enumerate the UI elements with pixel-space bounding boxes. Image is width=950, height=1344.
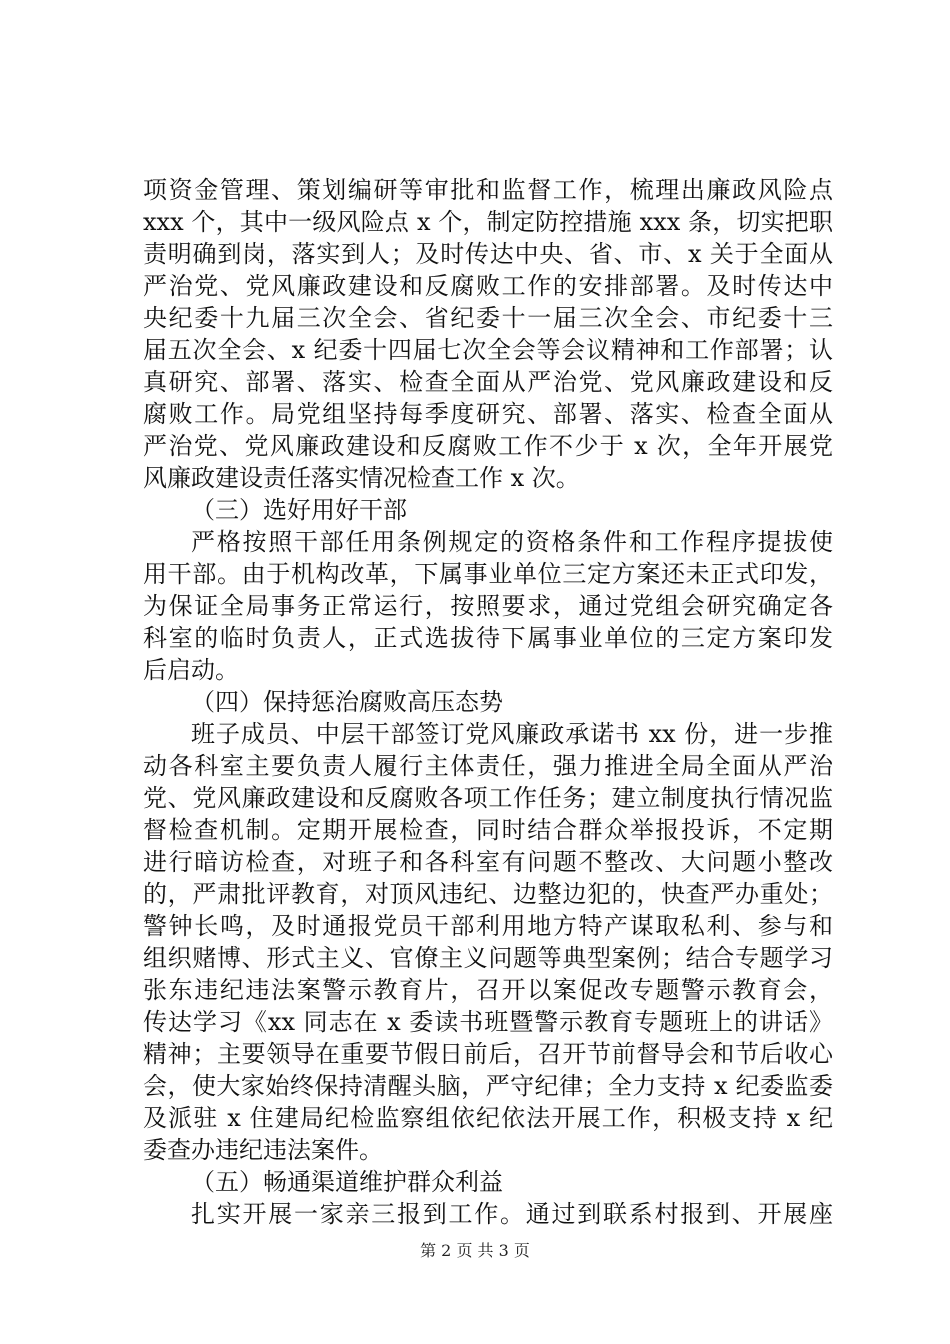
body-line: 严治党、党风廉政建设和反腐败工作不少于 x 次，全年开展党 [143,432,833,460]
section-heading: （四）保持惩治腐败高压态势 [191,688,503,716]
body-line: 真研究、部署、落实、检查全面从严治党、党风廉政建设和反 [143,368,833,396]
body-line: 扎实开展一家亲三报到工作。通过到联系村报到、开展座 [191,1200,833,1228]
body-line: 科室的临时负责人，正式选拔待下属事业单位的三定方案印发 [143,624,833,652]
body-line: 严格按照干部任用条例规定的资格条件和工作程序提拔使 [191,528,833,556]
body-line: 进行暗访检查，对班子和各科室有问题不整改、大问题小整改 [143,848,833,876]
body-line: 班子成员、中层干部签订党风廉政承诺书 xx 份，进一步推 [191,720,833,748]
body-line: 精神；主要领导在重要节假日前后，召开节前督导会和节后收心 [143,1040,833,1068]
body-line: 组织赌博、形式主义、官僚主义问题等典型案例；结合专题学习 [143,944,833,972]
body-line: 腐败工作。局党组坚持每季度研究、部署、落实、检查全面从 [143,400,833,428]
body-line: 及派驻 x 住建局纪检监察组依纪依法开展工作，积极支持 x 纪 [143,1104,833,1132]
body-line: 党、党风廉政建设和反腐败各项工作任务；建立制度执行情况监 [143,784,833,812]
body-line: 用干部。由于机构改革，下属事业单位三定方案还未正式印发， [143,560,833,588]
body-line: 张东违纪违法案警示教育片，召开以案促改专题警示教育会， [143,976,833,1004]
body-line: 的，严肃批评教育，对顶风违纪、边整边犯的，快查严办重处； [143,880,833,908]
body-line: 动各科室主要负责人履行主体责任，强力推进全局全面从严治 [143,752,833,780]
body-line: xxx 个，其中一级风险点 x 个，制定防控措施 xxx 条，切实把职 [143,208,833,236]
body-line: 为保证全局事务正常运行，按照要求，通过党组会研究确定各 [143,592,833,620]
body-line: 项资金管理、策划编研等审批和监督工作，梳理出廉政风险点 [143,176,833,204]
body-line: 督检查机制。定期开展检查，同时结合群众举报投诉，不定期 [143,816,833,844]
body-line: 会，使大家始终保持清醒头脑，严守纪律；全力支持 x 纪委监委 [143,1072,833,1100]
page-footer: 第 2 页 共 3 页 [420,1241,530,1260]
body-line: 传达学习《xx 同志在 x 委读书班暨警示教育专题班上的讲话》 [143,1008,833,1036]
section-heading: （五）畅通渠道维护群众利益 [191,1168,503,1196]
body-line: 后启动。 [143,656,239,684]
body-line: 警钟长鸣，及时通报党员干部利用地方特产谋取私利、参与和 [143,912,833,940]
section-heading: （三）选好用好干部 [191,496,407,524]
body-line: 届五次全会、x 纪委十四届七次全会等会议精神和工作部署；认 [143,336,833,364]
document-body [143,174,833,1230]
body-line: 严治党、党风廉政建设和反腐败工作的安排部署。及时传达中 [143,272,833,300]
body-line: 央纪委十九届三次全会、省纪委十一届三次全会、市纪委十三 [143,304,833,332]
body-line: 责明确到岗，落实到人；及时传达中央、省、市、x 关于全面从 [143,240,833,268]
body-line: 风廉政建设责任落实情况检查工作 x 次。 [143,464,580,492]
body-line: 委查办违纪违法案件。 [143,1136,383,1164]
